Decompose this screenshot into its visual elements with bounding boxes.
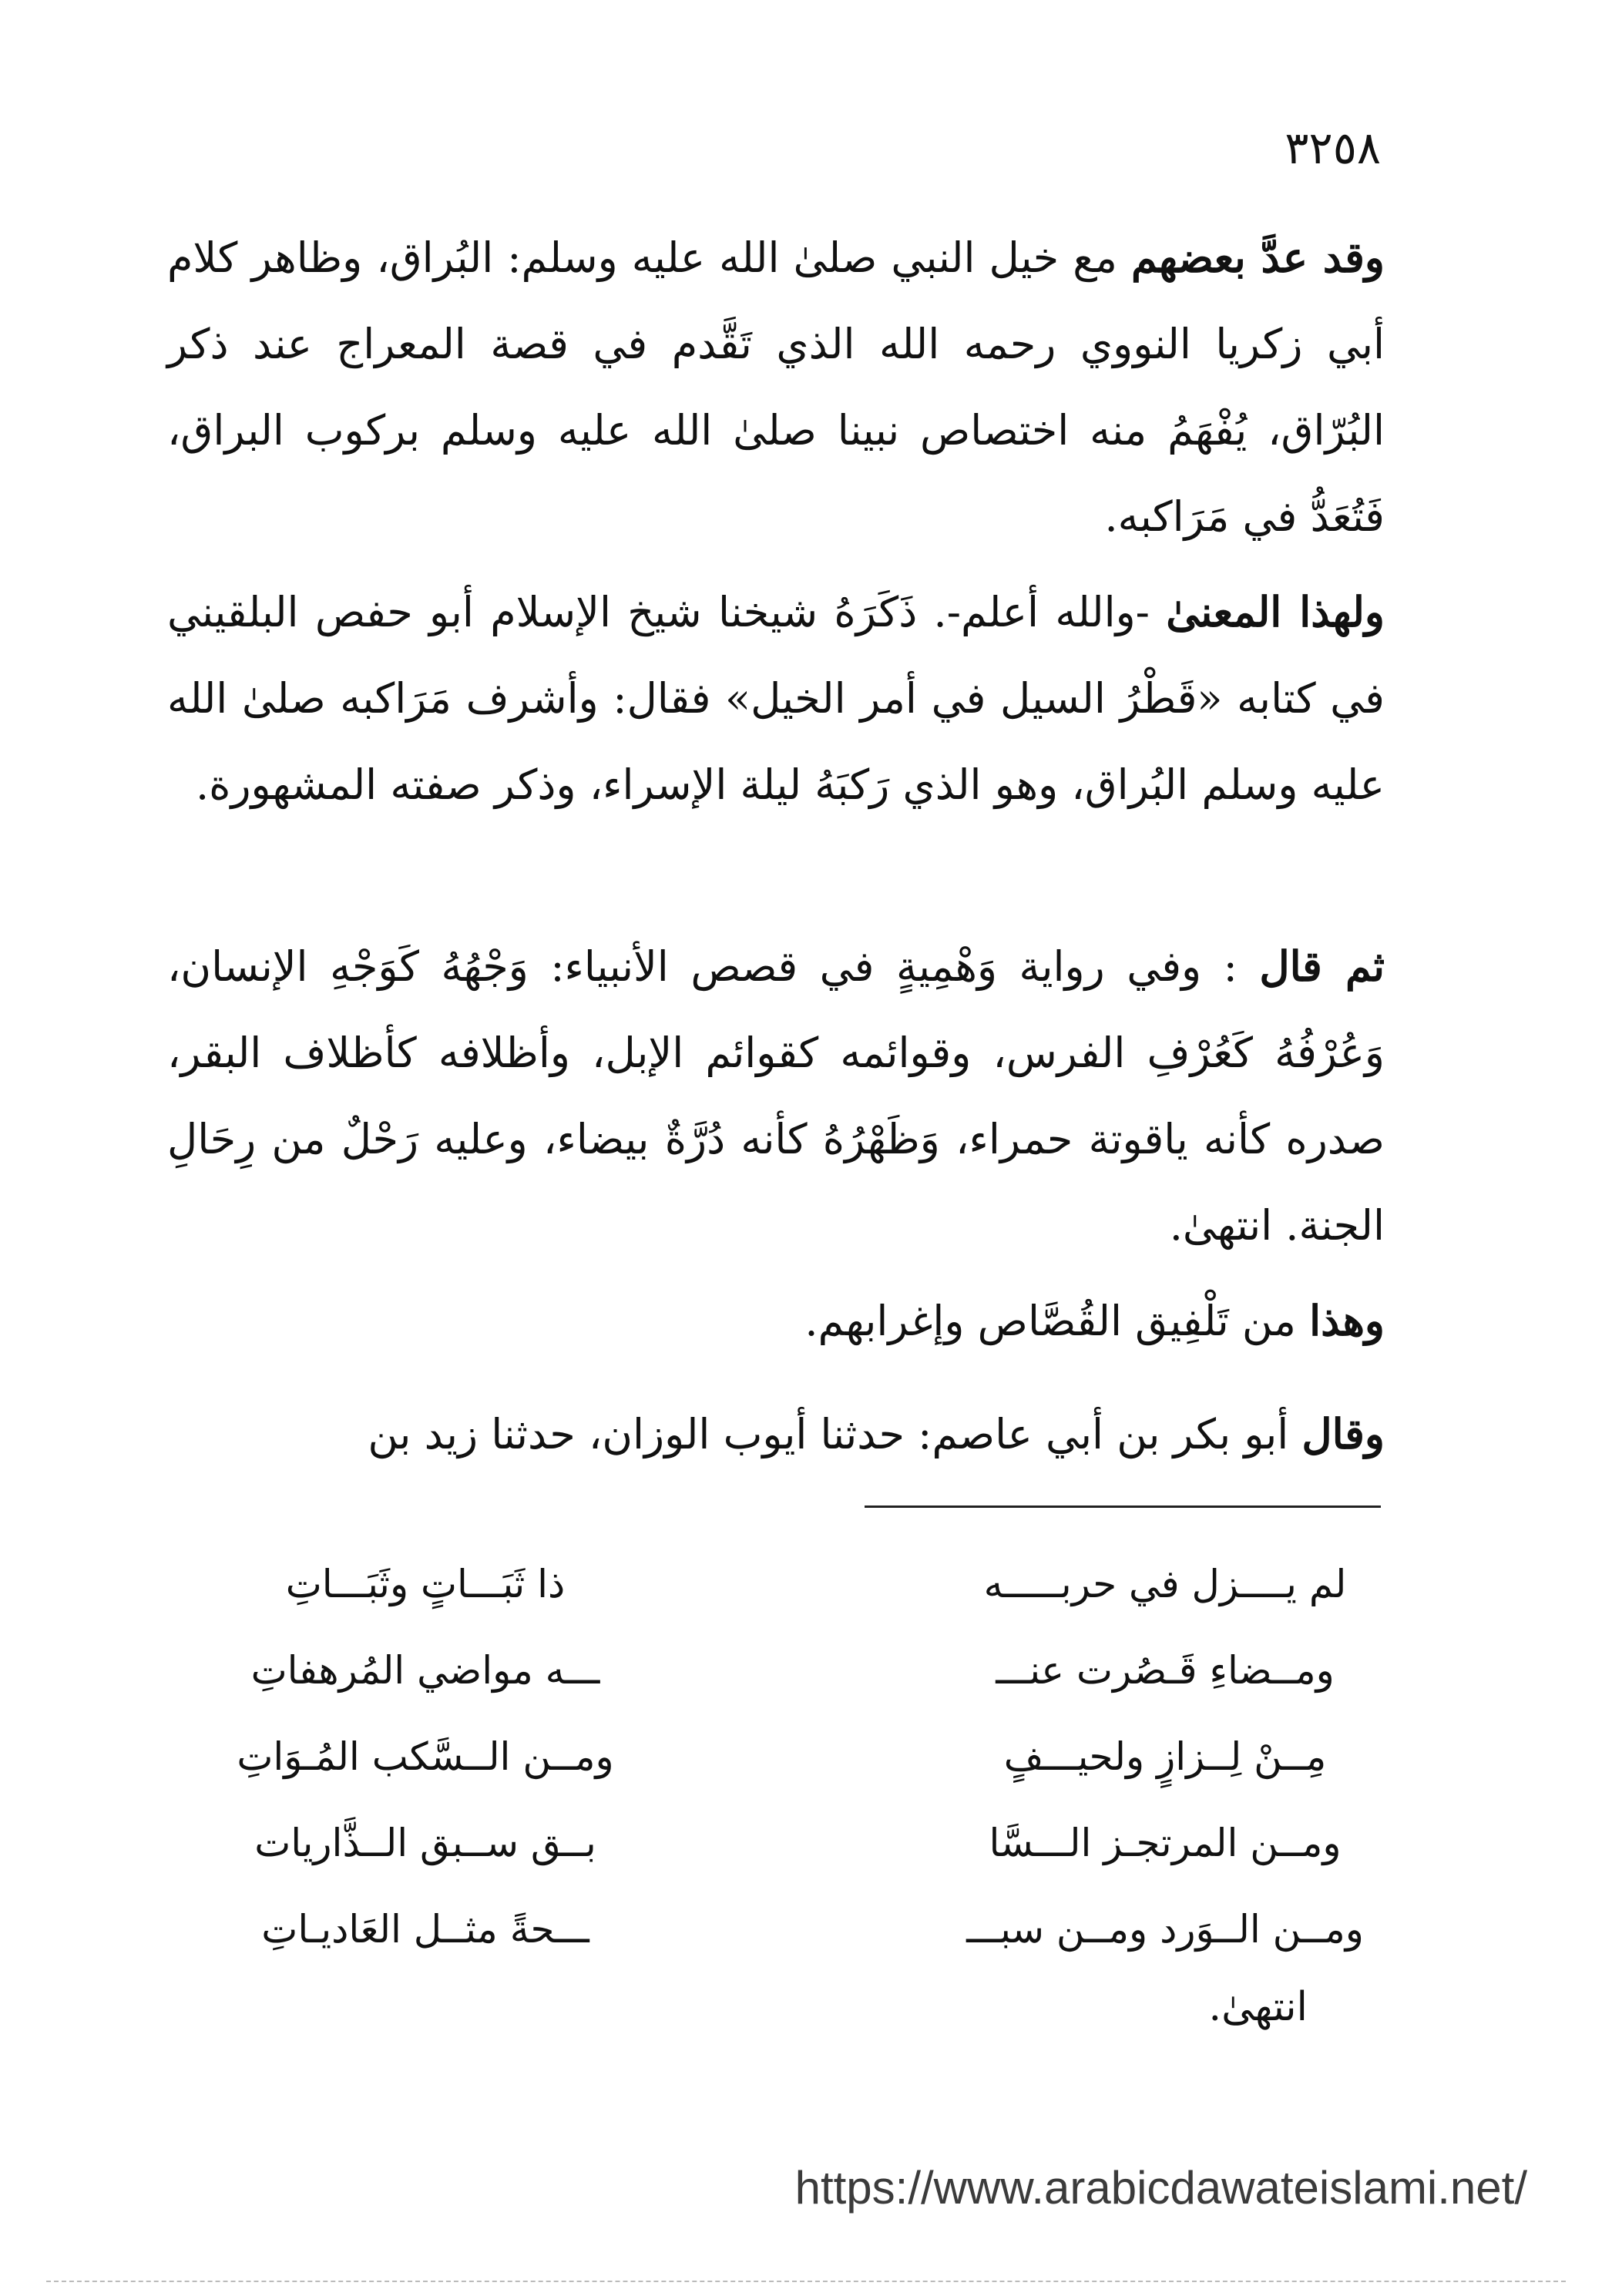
paragraph-text: أبو بكر بن أبي عاصم: حدثنا أيوب الوزان، حدثنا زيد بن	[368, 1410, 1289, 1458]
verse-first-hemistich: ومــضاءِ قَـصُرت عنـــ	[996, 1648, 1335, 1693]
poem-verse	[210, 1886, 1381, 1972]
poem	[210, 1541, 1381, 1972]
paragraph-lead: ولهذا المعنىٰ	[1166, 587, 1385, 636]
verse-second-hemistich: ـــه مواضي المُرهفاتِ	[250, 1648, 600, 1693]
verse-first-hemistich: ومــن الــوَرد ومــن سبـــ	[966, 1907, 1364, 1952]
page-bottom-edge	[46, 2281, 1566, 2282]
paragraph-text: -والله أعلم-. ذَكَرَهُ شيخنا شيخ الإسلام أبو حفص البلقيني في كتابه «قَطْرُ السيل في أمر الخيل» فقال: وأشرف مَرَاكبه صلىٰ الله عليه وسلم البُراق، وهو الذي رَكبَهُ ليلة الإسراء، وذكر صفته المشهورة.	[167, 588, 1385, 809]
poem-verse	[210, 1800, 1381, 1886]
poem-verse	[210, 1714, 1381, 1800]
paragraph	[167, 923, 1385, 1269]
verse-first-hemistich: لم يــــزل في حربـــــه	[983, 1562, 1347, 1606]
verse-second-hemistich: ـــحةً مثــل العَاديـاتِ	[261, 1907, 589, 1952]
paragraph-lead: وقد عدَّ بعضهم	[1131, 233, 1385, 282]
verse-second-hemistich: ومــن الــسَّكب المُـوَاتِ	[237, 1734, 614, 1779]
paragraph-lead: وهذا	[1309, 1296, 1385, 1345]
verse-first-hemistich: مِــنْ لِــزازٍ ولحيـــفٍ	[1003, 1734, 1327, 1779]
verse-second-hemistich: ذا ثَبَـــاتٍ وثَبَـــاتِ	[285, 1562, 566, 1606]
paragraph-lead: وقال	[1301, 1409, 1385, 1458]
paragraph-text: مع خيل النبي صلىٰ الله عليه وسلم: البُراق، وظاهر كلام أبي زكريا النووي رحمه الله الذي تَقَّدم في قصة المعراج عند ذكر البُرّاق، يُفْهَمُ منه اختصاص نبينا صلىٰ الله عليه وسلم بركوب البراق، فَتُعَدُّ في مَرَاكبه.	[167, 233, 1385, 541]
verse-first-hemistich: ومــن المرتجـز الـــسَّا	[989, 1821, 1342, 1865]
paragraph-lead: ثم قال	[1259, 942, 1385, 991]
poem-end-marker: انتهىٰ.	[1208, 1984, 1308, 2030]
page-number: ٣٢٥٨	[1285, 122, 1381, 174]
paragraph-text: من تَلْفِيق القُصَّاص وإغرابهم.	[804, 1297, 1296, 1345]
poem-verse	[210, 1627, 1381, 1714]
poem-verse	[210, 1541, 1381, 1627]
paragraph-text: : وفي رواية وَهْمِيةٍ في قصص الأنبياء: وَجْهُهُ كَوَجْهِ الإنسان، وَعُرْفُهُ كَعُرْفِ الفرس، وقوائمه كقوائم الإبل، وأظلافه كأظلاف البقر، صدره كأنه ياقوتة حمراء، وَظَهْرُهُ كأنه دُرَّةٌ بيضاء، وعليه رَحْلٌ من رِحَالِ الجنة. انتهىٰ.	[167, 942, 1385, 1250]
paragraph	[167, 569, 1385, 828]
watermark-url: https://www.arabicdawateislami.net/	[794, 2162, 1527, 2214]
footnote-separator	[865, 1505, 1381, 1508]
paragraph	[167, 214, 1385, 560]
paragraph	[167, 1277, 1385, 1365]
verse-second-hemistich: بــق ســبق الــذَّاريات	[254, 1821, 596, 1865]
paragraph	[167, 1391, 1385, 1478]
